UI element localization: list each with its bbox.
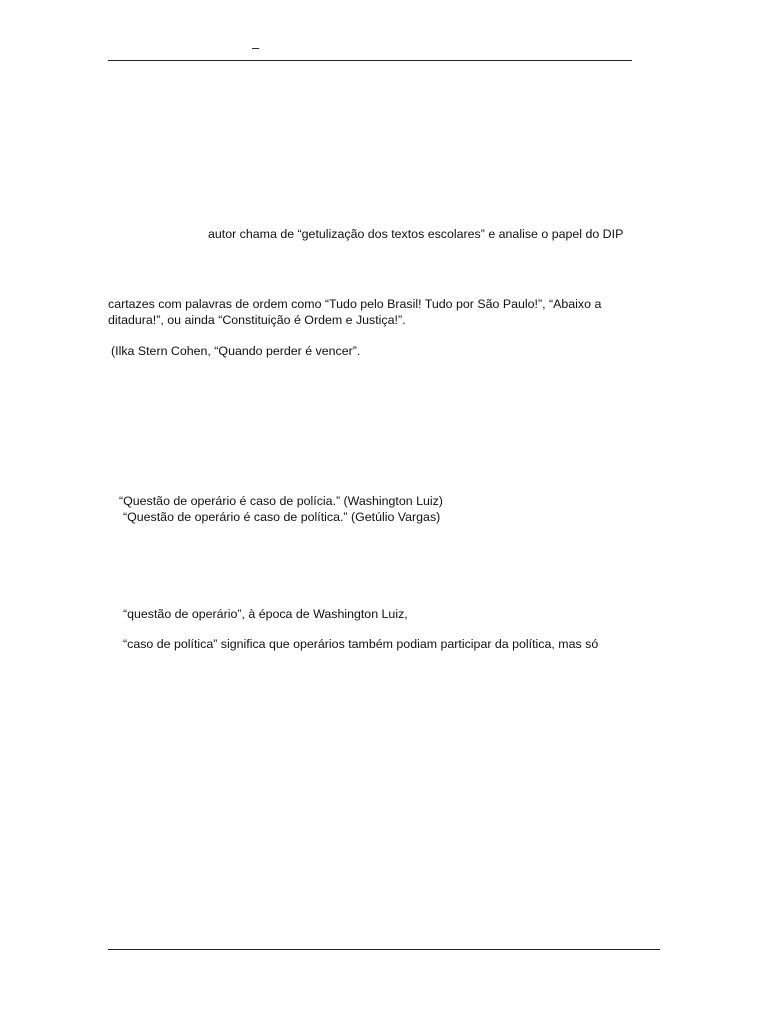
text-line-getulizacao: autor chama de “getulização dos textos escolares” e analise o papel do DIP <box>208 227 624 241</box>
footer-rule <box>108 949 660 950</box>
header-dash: – <box>252 40 260 55</box>
text-line-caso-de-politica: “caso de política” significa que operários também podiam participar da política, mas só <box>123 637 599 651</box>
text-line-questao-de-operario: “questão de operário”, à época de Washington Luiz, <box>123 607 408 621</box>
citation-ilka-stern-cohen: (Ilka Stern Cohen, “Quando perder é vencer”. <box>111 344 361 358</box>
text-line-cartazes: cartazes com palavras de ordem como “Tudo pelo Brasil! Tudo por São Paulo!”, “Abaixo a <box>108 297 602 311</box>
quote-washington-luiz: “Questão de operário é caso de polícia.” (Washington Luiz) <box>119 494 443 508</box>
quote-getulio-vargas: “Questão de operário é caso de política.” (Getúlio Vargas) <box>123 510 441 524</box>
text-line-ditadura: ditadura!”, ou ainda “Constituição é Ordem e Justiça!”. <box>108 313 406 327</box>
header-rule <box>108 60 632 61</box>
